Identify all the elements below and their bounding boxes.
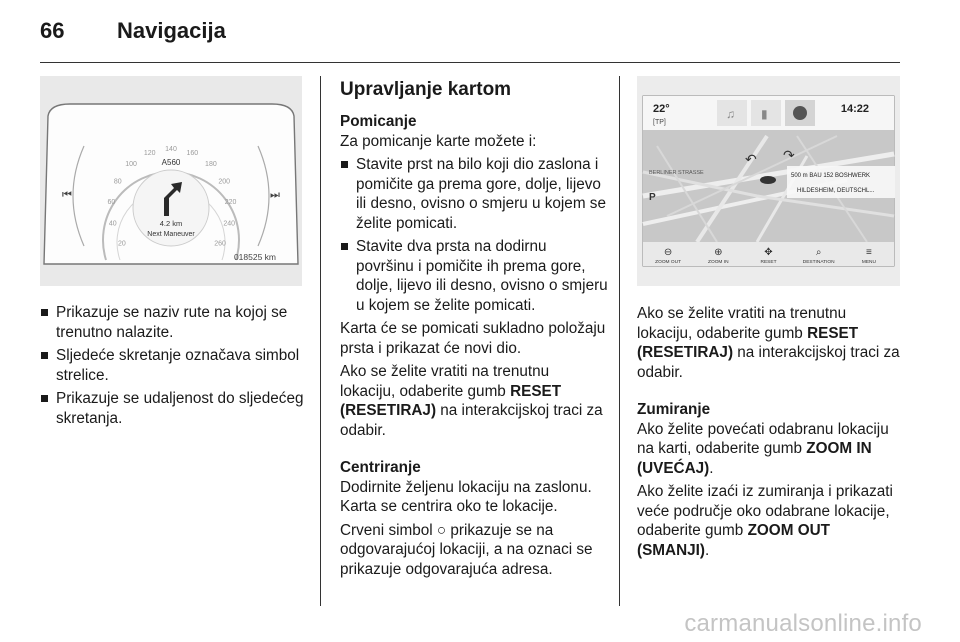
bullet-icon <box>41 309 48 316</box>
list-item: Stavite prst na bilo koji dio zaslona i pomičite ga prema gore, dolje, lijevo ili desno, ovisno o smjeru u kojem se želite pomicati. <box>340 155 608 233</box>
destination-label: DESTINATION <box>802 260 835 265</box>
list-item: Sljedeće skretanje označava simbol strelice. <box>40 346 305 385</box>
left-column-text <box>40 303 305 432</box>
bullet-icon <box>41 395 48 402</box>
turn-right-indicator-icon: ⏭ <box>270 189 280 201</box>
speed-label: 100 <box>125 161 137 169</box>
phone-icon: ▮ <box>761 107 768 121</box>
menu-icon: ≡ <box>865 247 872 258</box>
bullet-icon <box>341 161 348 168</box>
infotainment-screen-figure <box>637 76 900 286</box>
reset-icon: ✥ <box>764 247 773 258</box>
zoom-in-label: ZOOM IN <box>708 260 729 265</box>
vehicle-position-icon <box>760 176 776 184</box>
zoom-heading: Zumiranje <box>637 401 711 418</box>
middle-column-text <box>340 78 608 583</box>
right-column-text <box>637 304 903 564</box>
screen-tp: [TP] <box>653 119 666 126</box>
speed-label: 40 <box>108 220 117 228</box>
section-title: Upravljanje kartom <box>340 79 512 100</box>
page-title: Navigacija <box>117 18 226 43</box>
speed-label: 220 <box>224 199 237 206</box>
u-turn-arrow-right-icon: ↷ <box>783 147 795 163</box>
cluster-road-name: A560 <box>161 158 181 167</box>
speed-label: 80 <box>113 178 122 186</box>
speed-label: 60 <box>107 199 116 206</box>
page-number: 66 <box>40 18 65 43</box>
zoom-out-icon: ⊖ <box>663 247 673 258</box>
u-turn-arrow-icon: ↶ <box>745 151 757 167</box>
cluster-distance: 4.2 km <box>159 219 183 228</box>
odometer: 018525 km <box>233 252 276 262</box>
zoom-paragraph-1: Ako želite povećati odabranu lokaciju na karti, odaberite gumb ZOOM IN (UVEĆAJ). <box>637 420 889 477</box>
bullet-icon <box>341 243 348 250</box>
screen-time: 14:22 <box>840 103 869 115</box>
speed-label: 120 <box>143 149 156 157</box>
reset-paragraph: Ako se želite vratiti na trenutnu lokaciju, odaberite gumb RESET (RESETIRAJ) na interakcijskoj traci za odabir. <box>637 305 900 381</box>
red-circle-symbol-icon: ○ <box>436 521 447 539</box>
route-info-line-1: 500 m BAU 152 BOSHWERK <box>791 173 871 179</box>
zoom-in-icon: ⊕ <box>714 247 723 258</box>
screen-temperature: 22° <box>653 103 670 115</box>
pan-paragraph-2: Ako se želite vratiti na trenutnu lokaciju, odaberite gumb RESET (RESETIRAJ) na interakcijskoj traci za odabir. <box>340 363 603 439</box>
cluster-maneuver: Next Maneuver <box>147 231 195 238</box>
list-item: Stavite dva prsta na dodirnu površinu i pomičite ih prema gore, dolje, lijevo ili desno, ovisno o smjeru u kojem se želite pomicati. <box>340 237 608 315</box>
bullet-icon <box>41 352 48 359</box>
pan-paragraph-1: Karta će se pomicati sukladno položaju prsta i prikazat će novi dio. <box>340 320 606 357</box>
center-heading: Centriranje <box>340 459 421 476</box>
music-icon: ♫ <box>726 107 735 121</box>
turn-left-indicator-icon: ⏮ <box>62 189 72 201</box>
speed-label: 140 <box>165 146 177 153</box>
column-divider-left <box>320 76 321 606</box>
header-rule <box>40 62 900 63</box>
zoom-out-label: ZOOM OUT <box>655 260 682 265</box>
pan-intro: Za pomicanje karte možete i: <box>340 132 537 150</box>
cluster-illustration <box>40 76 302 286</box>
speed-label: 180 <box>205 161 217 169</box>
speed-label: 200 <box>218 178 231 186</box>
center-paragraph-2: Crveni simbol ○ prikazuje se na odgovarajućoj lokaciji, a na oznaci se prikazuje odgovarajuća adresa. <box>340 521 593 578</box>
speed-label: 260 <box>214 240 226 248</box>
cluster-figure <box>40 76 302 286</box>
speed-label: 240 <box>223 220 236 228</box>
column-divider-right <box>619 76 620 606</box>
destination-icon: ⌕ <box>815 247 822 258</box>
zoom-paragraph-2: Ako želite izaći iz zumiranja i prikazati veće područje oko odabrane lokacije, odaberite gumb ZOOM OUT (SMANJI). <box>637 483 893 559</box>
list-item: Prikazuje se udaljenost do sljedećeg skretanja. <box>40 389 305 428</box>
reset-label: RESET <box>760 260 777 265</box>
parking-icon: P <box>649 192 656 203</box>
nav-icon <box>793 106 807 120</box>
speed-label: 160 <box>186 149 199 157</box>
menu-label: MENU <box>861 260 876 265</box>
route-info-line-2: HILDESHEIM, DEUTSCHL... <box>797 188 875 194</box>
infotainment-screen <box>637 76 900 286</box>
pan-heading: Pomicanje <box>340 113 417 130</box>
watermark: carmanualsonline.info <box>684 610 922 637</box>
center-paragraph-1: Dodirnite željenu lokaciju na zaslonu. Karta se centrira oko te lokacije. <box>340 478 592 515</box>
map-street-label: BERLINER STRASSE <box>649 170 704 176</box>
speed-label: 20 <box>118 240 126 248</box>
list-item: Prikazuje se naziv rute na kojoj se trenutno nalazite. <box>40 303 305 342</box>
